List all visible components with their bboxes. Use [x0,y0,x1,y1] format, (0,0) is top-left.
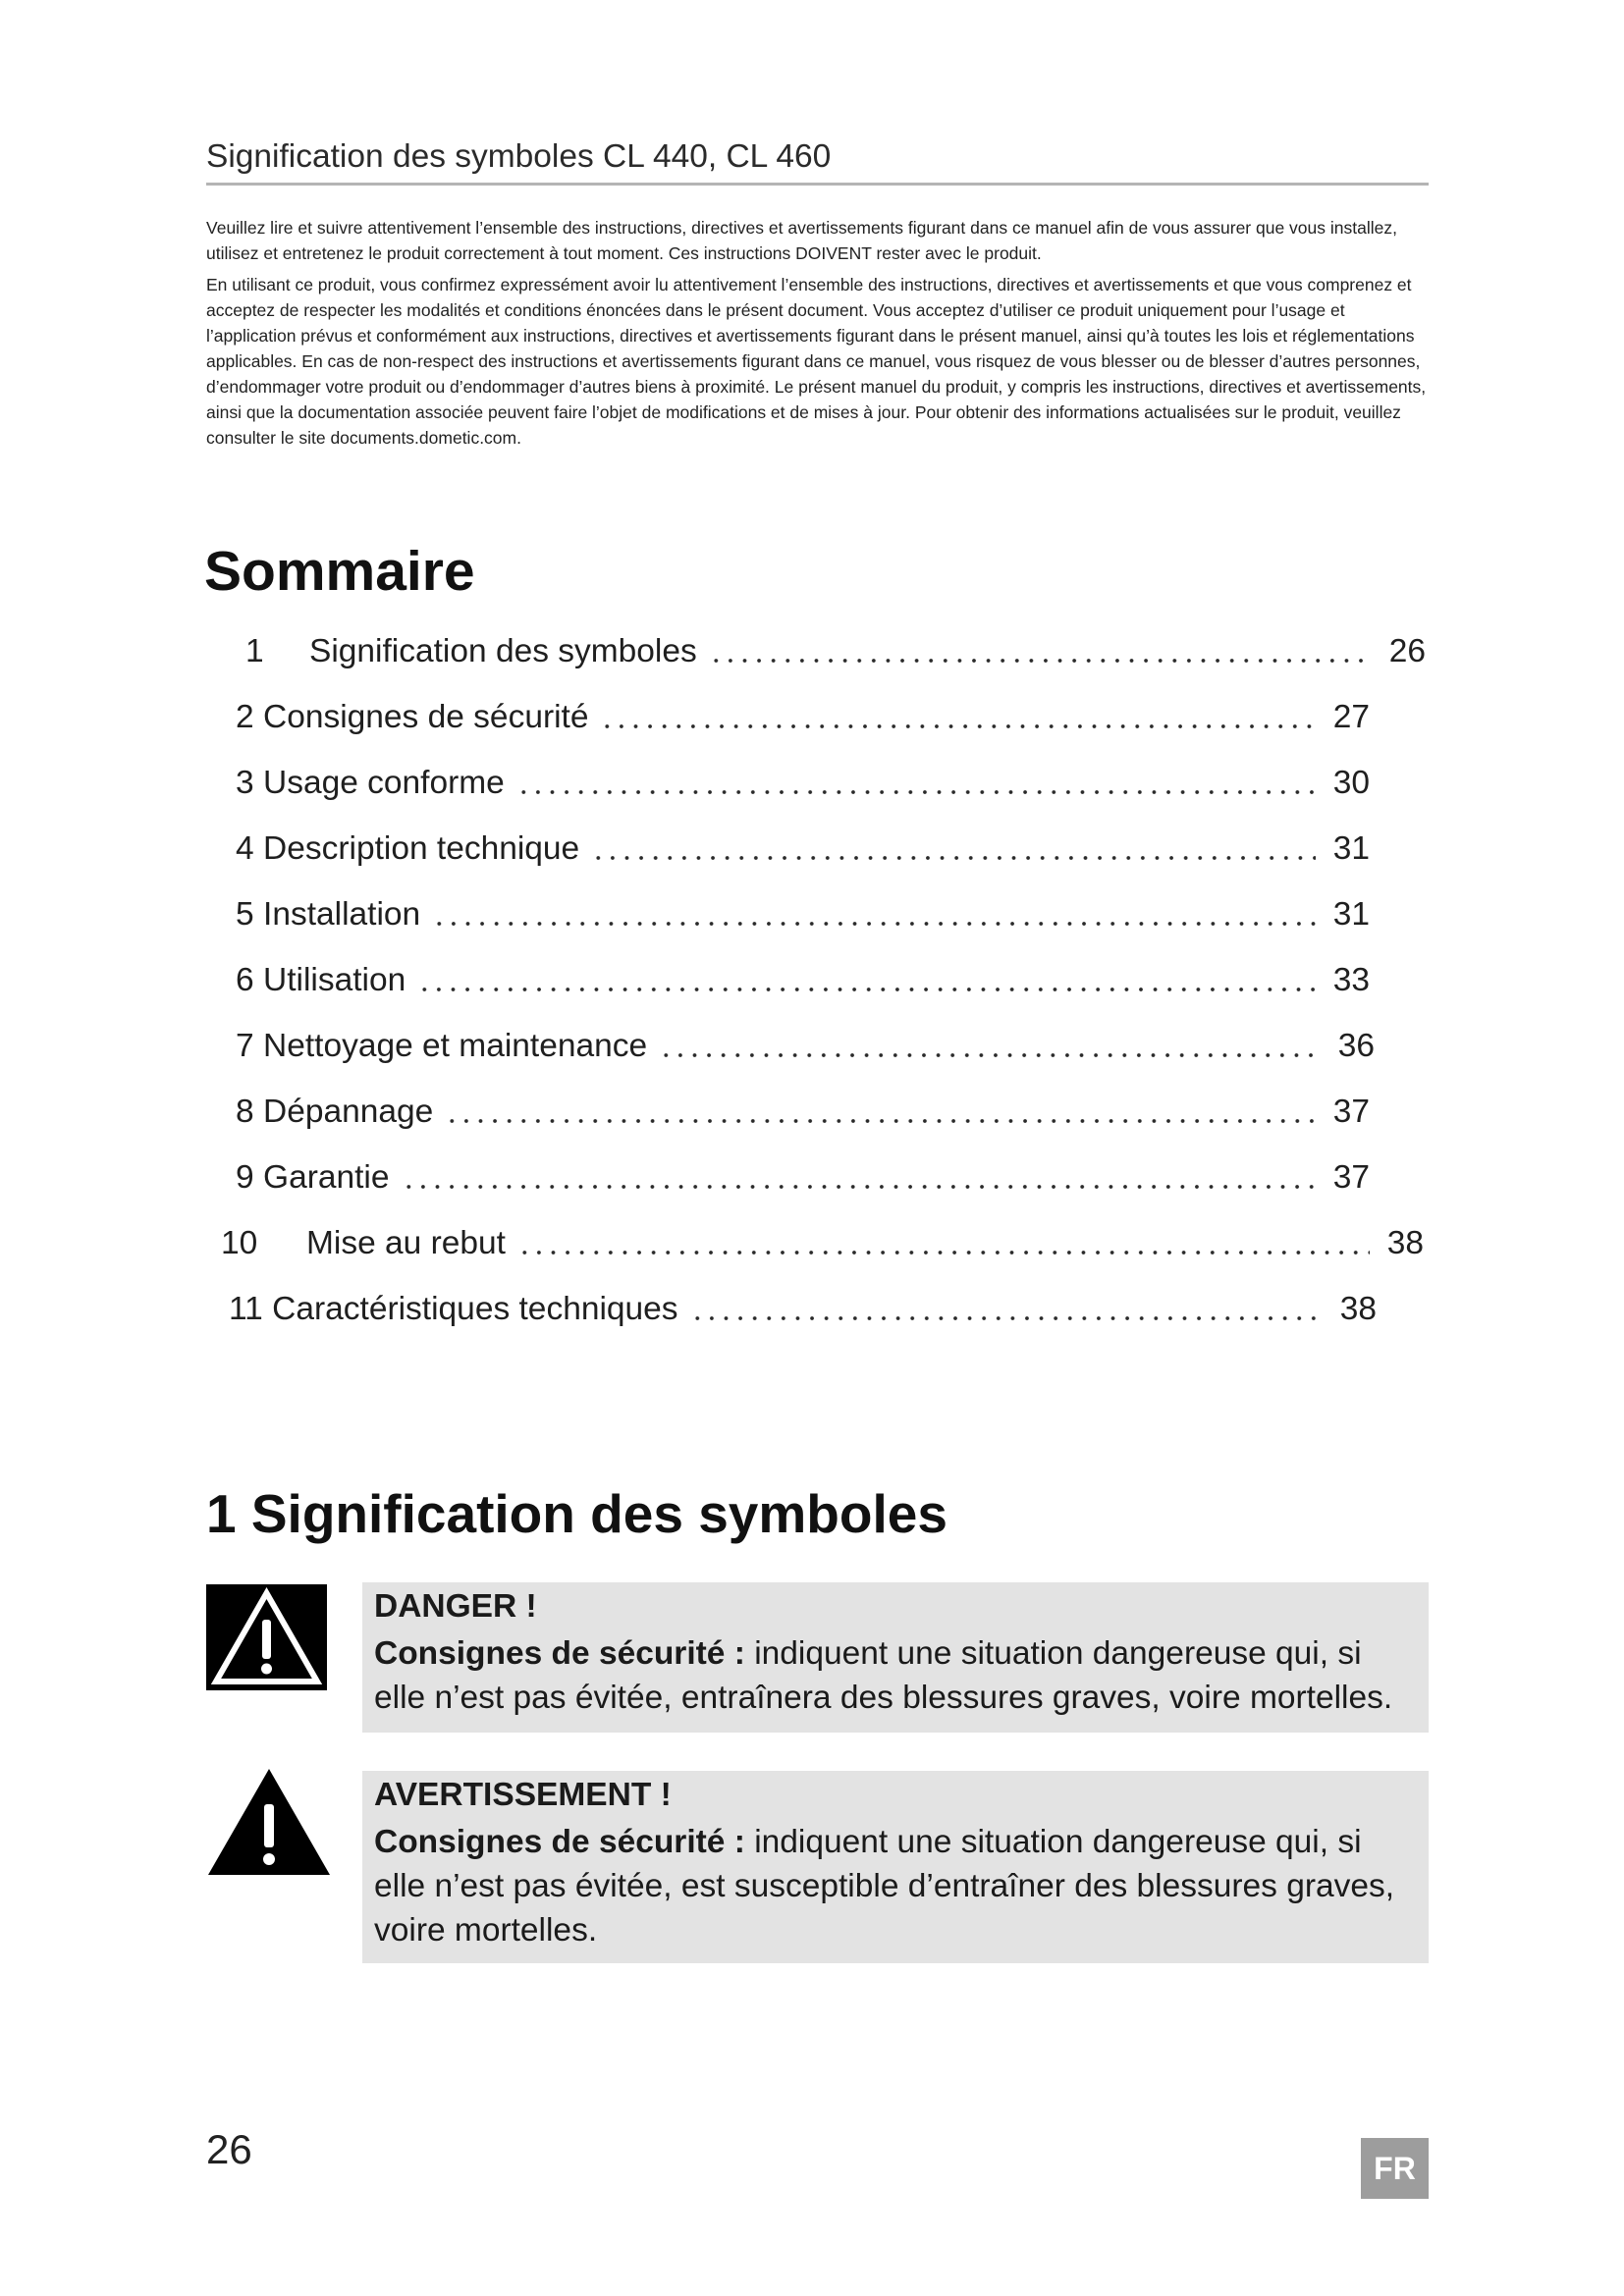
toc-leader-dots [516,750,1316,816]
toc-entry [229,1276,1377,1342]
toc-heading: Sommaire [204,540,475,603]
toc-entry-page: 27 [1332,699,1370,735]
toc-entry-number: 2 [236,699,254,735]
toc-entry-title: Garantie [263,1159,390,1196]
table-of-contents [0,618,1624,1342]
toc-entry-number: 9 [236,1159,254,1196]
warning-icon [206,1767,332,1877]
toc-entry-title: Signification des symboles [309,633,697,669]
toc-entry-page: 37 [1332,1094,1370,1130]
toc-entry-title: Mise au rebut [306,1225,506,1261]
toc-entry-page: 38 [1386,1225,1424,1261]
toc-entry-title: Consignes de sécurité [263,699,589,735]
toc-leader-dots [417,947,1315,1013]
toc-entry-page: 36 [1337,1028,1375,1064]
toc-entry-page: 37 [1332,1159,1370,1196]
toc-entry [236,947,1370,1013]
danger-icon [206,1584,327,1690]
header-divider [206,183,1429,186]
warning-label: AVERTISSEMENT ! [374,1777,672,1813]
toc-entry-page: 38 [1339,1291,1377,1327]
toc-leader-dots [709,618,1372,684]
toc-entry-page: 30 [1332,765,1370,801]
page-number: 26 [206,2126,252,2172]
intro-paragraph: En utilisant ce produit, vous confirmez expressément avoir lu attentivement l’ensemble des instructions, directives et avertissements et que vous comprenez et acceptez de respecter les modalités et conditions énoncées dans le présent document. Vous acceptez d’utiliser ce produit uniquement pour l’usage et l’application prévus et conformément aux instructions, directives et avertissements figurant dans le présent manuel, ainsi qu’à toutes les lois et réglementations applicables. En cas de non-respect des instructions et avertissements figurant dans ce manuel, vous risquez de vous blesser ou de blesser d’autres personnes, d’endommager votre produit ou d’endommager d’autres biens à proximité. Le présent manuel du produit, y compris les instructions, directives et avertissements, ainsi que la documentation associée peuvent faire l’objet de modifications et de mises à jour. Pour obtenir des informations actualisées sur le produit, veuillez consulter le site documents.dometic.com. [206,275,1427,448]
toc-entry [236,750,1370,816]
toc-entry-number: 8 [236,1094,254,1130]
toc-entry [236,684,1370,750]
toc-entry [236,1145,1370,1210]
toc-entry [236,816,1370,881]
toc-entry-number: 7 [236,1028,254,1064]
toc-leader-dots [432,881,1316,947]
notice-lead: Consignes de sécurité : [374,1635,745,1672]
warning-notice [362,1771,1429,1963]
toc-entry-number: 4 [236,830,254,867]
toc-entry [236,1013,1375,1079]
danger-notice [362,1582,1429,1733]
toc-entry-title: Caractéristiques techniques [272,1291,678,1327]
intro-text [206,215,1429,456]
toc-entry-title: Dépannage [263,1094,434,1130]
toc-entry-title: Description technique [263,830,580,867]
toc-entry-number: 6 [236,962,254,998]
toc-entry-number: 1 [245,633,264,669]
running-header-title: Signification des symboles CL 440, CL 460 [206,138,832,175]
toc-leader-dots [445,1079,1315,1145]
toc-entry [236,881,1370,947]
toc-entry-number: 10 [221,1225,258,1261]
toc-entry-title: Nettoyage et maintenance [263,1028,648,1064]
toc-leader-dots [659,1013,1321,1079]
toc-entry-page: 26 [1388,633,1426,669]
toc-leader-dots [517,1210,1370,1276]
toc-entry-page: 31 [1332,896,1370,933]
danger-label: DANGER ! [374,1588,537,1625]
toc-entry-page: 33 [1332,962,1370,998]
notice-lead: Consignes de sécurité : [374,1824,745,1860]
intro-paragraph: Veuillez lire et suivre attentivement l’ensemble des instructions, directives et avertissements figurant dans ce manuel afin de vous assurer que vous installez, utilisez et entretenez le produit correctement à tout moment. Ces instructions DOIVENT rester avec le produit. [206,218,1397,263]
notice-body: indiquent une situation dangereuse qui, si elle n’est pas évitée, est susceptible d’entraîner des blessures graves, voire mortelles. [374,1824,1395,1949]
notice-body: indiquent une situation dangereuse qui, si elle n’est pas évitée, entraînera des blessures graves, voire mortelles. [374,1635,1393,1716]
toc-leader-dots [600,684,1315,750]
toc-entry-title: Installation [263,896,421,933]
warning-description [374,1820,1415,1952]
danger-description [374,1631,1415,1720]
toc-entry-number: 3 [236,765,254,801]
toc-entry-number: 11 [229,1291,263,1327]
toc-entry [245,618,1426,684]
toc-entry-title: Usage conforme [263,765,505,801]
toc-leader-dots [402,1145,1316,1210]
toc-leader-dots [591,816,1316,881]
toc-entry-number: 5 [236,896,254,933]
toc-entry [221,1210,1424,1276]
toc-entry [236,1079,1370,1145]
language-badge: FR [1361,2138,1429,2199]
section-heading: 1 Signification des symboles [206,1483,947,1544]
toc-entry-title: Utilisation [263,962,406,998]
toc-leader-dots [690,1276,1323,1342]
toc-entry-page: 31 [1332,830,1370,867]
